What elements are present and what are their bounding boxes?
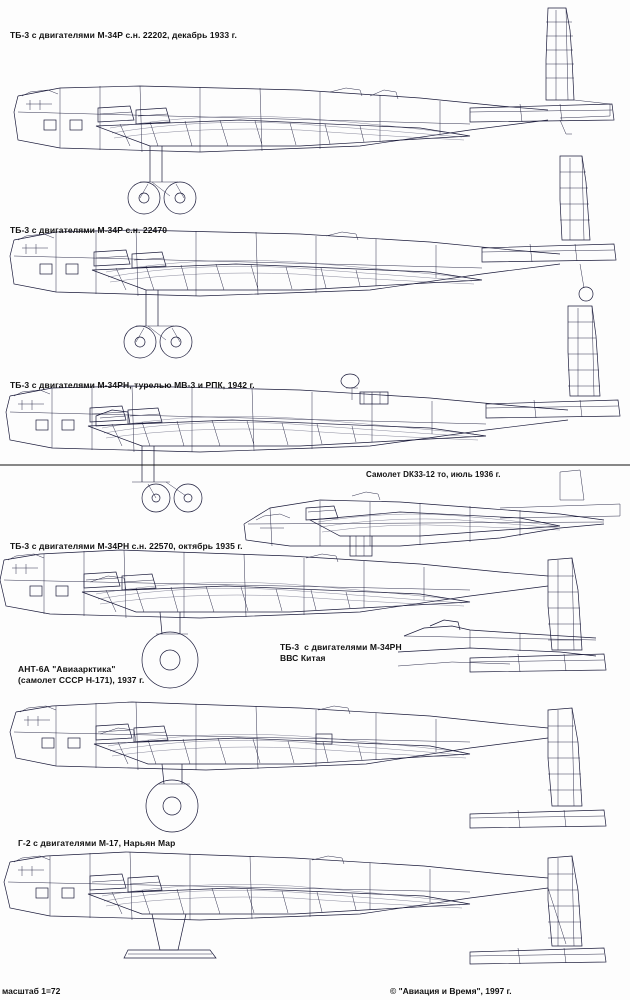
caption-7: АНТ-6А "Авиаарктика" (самолет СССР Н-171), 1937 г. (18, 664, 145, 685)
caption-6: ТБ-3 с двигателями М-34РН ВВС Китая (280, 642, 402, 663)
caption-2: ТБ-3 с двигателями М-34Р с.н. 22470 (10, 225, 168, 235)
caption-4: Самолет DК33-12 то, июль 1936 г. (366, 470, 501, 479)
caption-1: ТБ-3 с двигателями М-34Р с.н. 22202, декабрь 1933 г. (10, 30, 237, 40)
caption-3: ТБ-3 с двигателями М-34РН, турелью МВ-3 и РПК, 1942 г. (10, 380, 255, 390)
caption-8: Г-2 с двигателями М-17, Нарьян Мар (18, 838, 176, 848)
view-7-ant6a-aviaarktika (10, 702, 606, 832)
copyright-label: © "Авиация и Время", 1997 г. (390, 986, 512, 996)
view-2-tb3-m34r-22470 (10, 156, 616, 358)
view-6-tb3-china-fragment (398, 620, 596, 666)
view-8-g2-m17-naryan-mar (4, 852, 606, 964)
view-3-tb3-m34rn-mv3 (6, 306, 620, 512)
scale-label: масштаб 1=72 (2, 986, 61, 996)
caption-5: ТБ-3 с двигателями М-34РН с.н. 22570, октябрь 1935 г. (10, 541, 243, 551)
view-4-dk33-12 (244, 470, 620, 556)
